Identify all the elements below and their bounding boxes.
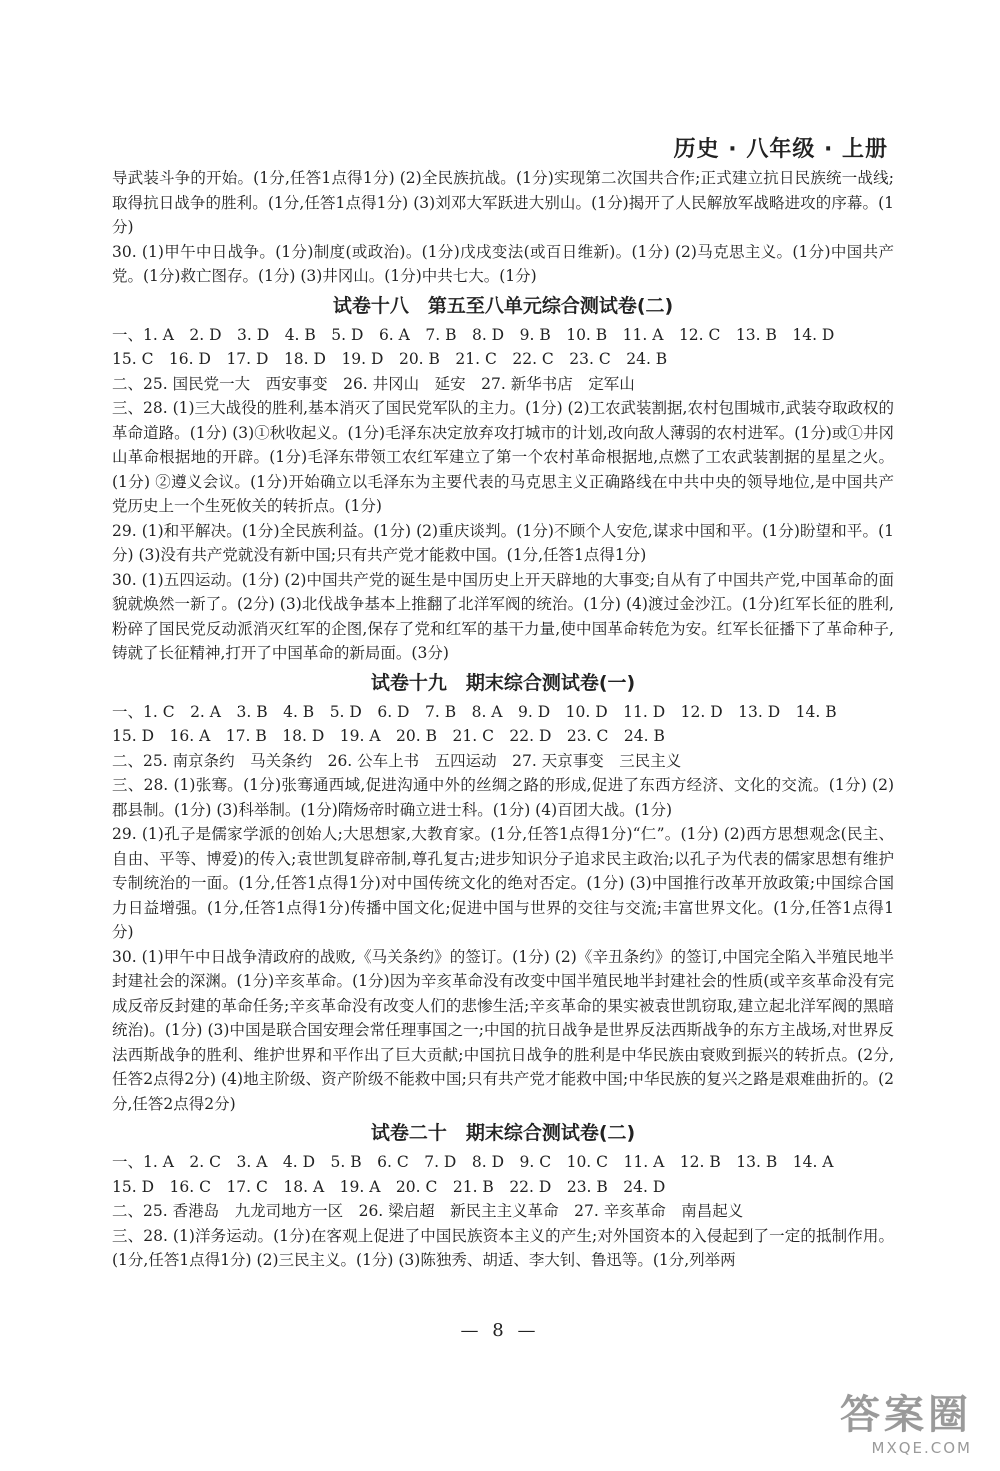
answer-content <box>112 166 894 1273</box>
watermark-logo: 答案圈 <box>840 1392 972 1438</box>
answer-paragraph: 30. (1)五四运动。(1分) (2)中国共产党的诞生是中国历史上开天辟地的大事变;自从有了中国共产党,中国革命的面貌就焕然一新了。(2分) (3)北伐战争基本上推翻了北洋军阀的统治。(1分) (4)渡过金沙江。(1分)红军长征的胜利,粉碎了国民党反动派消灭红军的企图,保存了党和红军的基干力量,使中国革命转危为安。红军长征播下了革命种子,铸就了长征精神,打开了中国革命的新局面。(3分) <box>112 570 894 662</box>
book-header: 历史 · 八年级 · 上册 <box>673 137 888 162</box>
watermark <box>840 1391 972 1457</box>
section-heading: 试卷十八 第五至八单元综合测试卷(二) <box>332 294 674 317</box>
answer-paragraph: 29. (1)和平解决。(1分)全民族利益。(1分) (2)重庆谈判。(1分)不顾个人安危,谋求中国和平。(1分)盼望和平。(1分) (3)没有共产党就没有新中国;只有共产党才能救中国。(1分,任答1点得1分) <box>112 521 894 564</box>
answer-paragraph: 三、28. (1)张骞。(1分)张骞通西域,促进沟通中外的丝绸之路的形成,促进了东西方经济、文化的交流。(1分) (2)郡县制。(1分) (3)科举制。(1分)隋炀帝时确立进士科。(1分) (4)百团大战。(1分) <box>112 776 894 819</box>
answer-paragraph: 30. (1)甲午中日战争清政府的战败,《马关条约》的签订。(1分) (2)《辛丑条约》的签订,中国完全陷入半殖民地半封建社会的深渊。(1分)辛亥革命。(1分)因为辛亥革命没有改变中国半殖民地半封建社会的性质(或辛亥革命没有完成反帝反封建的革命任务;辛亥革命没有改变人们的悲惨生活;辛亥革命的果实被袁世凯窃取,建立起北洋军阀的黑暗统治)。(1分) (3)中国是联合国安理会常任理事国之一;中国的抗日战争是世界反法西斯战争的东方主战场,对世界反法西斯战争的胜利、维护世界和平作出了巨大贡献;中国抗日战争的胜利是中华民族由衰败到振兴的转折点。(2分,任答2点得2分) (4)地主阶级、资产阶级不能救中国;只有共产党才能救中国;中华民族的复兴之路是艰难曲折的。(2分,任答2点得2分) <box>112 947 894 1113</box>
answer-paragraph: 二、25. 南京条约 马关条约 26. 公车上书 五四运动 27. 天京事变 三民主义 <box>112 751 682 770</box>
watermark-url: MXQE.COM <box>871 1439 972 1457</box>
answer-paragraph: 一、1. A 2. C 3. A 4. D 5. B 6. C 7. D 8. D 9. C 10. C 11. A 12. B 13. B 14. A 15. D 16. C 17. C 18. A 19. A 20. C 21. B 22. D 23. B 24. D <box>112 1153 834 1196</box>
answer-paragraph: 29. (1)孔子是儒家学派的创始人;大思想家,大教育家。(1分,任答1点得1分)“仁”。(1分) (2)西方思想观念(民主、自由、平等、博爱)的传入;袁世凯复辟帝制,尊孔复古;进步知识分子追求民主政治;以孔子为代表的儒家思想有维护专制统治的一面。(1分,任答1点得1分)对中国传统文化的绝对否定。(1分) (3)中国推行改革开放政策;中国综合国力日益增强。(1分,任答1点得1分)传播中国文化;促进中国与世界的交往与交流;丰富世界文化。(1分,任答1点得1分) <box>112 825 894 941</box>
section-heading: 试卷二十 期末综合测试卷(二) <box>370 1122 636 1144</box>
answer-paragraph: 二、25. 国民党一大 西安事变 26. 井冈山 延安 27. 新华书店 定军山 <box>112 374 635 393</box>
answer-paragraph: 一、1. C 2. A 3. B 4. B 5. D 6. D 7. B 8. A 9. D 10. D 11. D 12. D 13. D 14. B 15. D 16. A 17. B 18. D 19. A 20. B 21. C 22. D 23. C 24. B <box>112 702 837 745</box>
answer-paragraph: 三、28. (1)三大战役的胜利,基本消灭了国民党军队的主力。(1分) (2)工农武装割据,农村包围城市,武装夺取政权的革命道路。(1分) (3)①秋收起义。(1分)毛泽东决定放弃攻打城市的计划,改向敌人薄弱的农村进军。(1分)或①井冈山革命根据地的开辟。(1分)毛泽东带领工农红军建立了第一个农村革命根据地,点燃了工农武装割据的星星之火。(1分) ②遵义会议。(1分)开始确立以毛泽东为主要代表的马克思主义正确路线在中共中央的领导地位,是中国共产党历史上一个生死攸关的转折点。(1分) <box>112 399 894 515</box>
answer-paragraph: 三、28. (1)洋务运动。(1分)在客观上促进了中国民族资本主义的产生;对外国资本的入侵起到了一定的抵制作用。(1分,任答1点得1分) (2)三民主义。(1分) (3)陈独秀、胡适、李大钊、鲁迅等。(1分,列举两 <box>112 1226 894 1269</box>
page-number: — 8 — <box>460 1320 540 1341</box>
answer-paragraph: 30. (1)甲午中日战争。(1分)制度(或政治)。(1分)戊戌变法(或百日维新)。(1分) (2)马克思主义。(1分)中国共产党。(1分)救亡图存。(1分) (3)井冈山。(1分)中共七大。(1分) <box>112 242 894 285</box>
answer-paragraph: 一、1. A 2. D 3. D 4. B 5. D 6. A 7. B 8. D 9. B 10. B 11. A 12. C 13. B 14. D 15. C 16. D 17. D 18. D 19. D 20. B 21. C 22. C 23. C 24. B <box>112 325 835 368</box>
answer-paragraph: 导武装斗争的开始。(1分,任答1点得1分) (2)全民族抗战。(1分)实现第二次国共合作;正式建立抗日民族统一战线;取得抗日战争的胜利。(1分,任答1点得1分) (3)刘邓大军跃进大别山。(1分)揭开了人民解放军战略进攻的序幕。(1分) <box>112 169 894 236</box>
section-heading: 试卷十九 期末综合测试卷(一) <box>370 671 636 694</box>
answer-paragraph: 二、25. 香港岛 九龙司地方一区 26. 梁启超 新民主主义革命 27. 辛亥革命 南昌起义 <box>112 1202 744 1220</box>
